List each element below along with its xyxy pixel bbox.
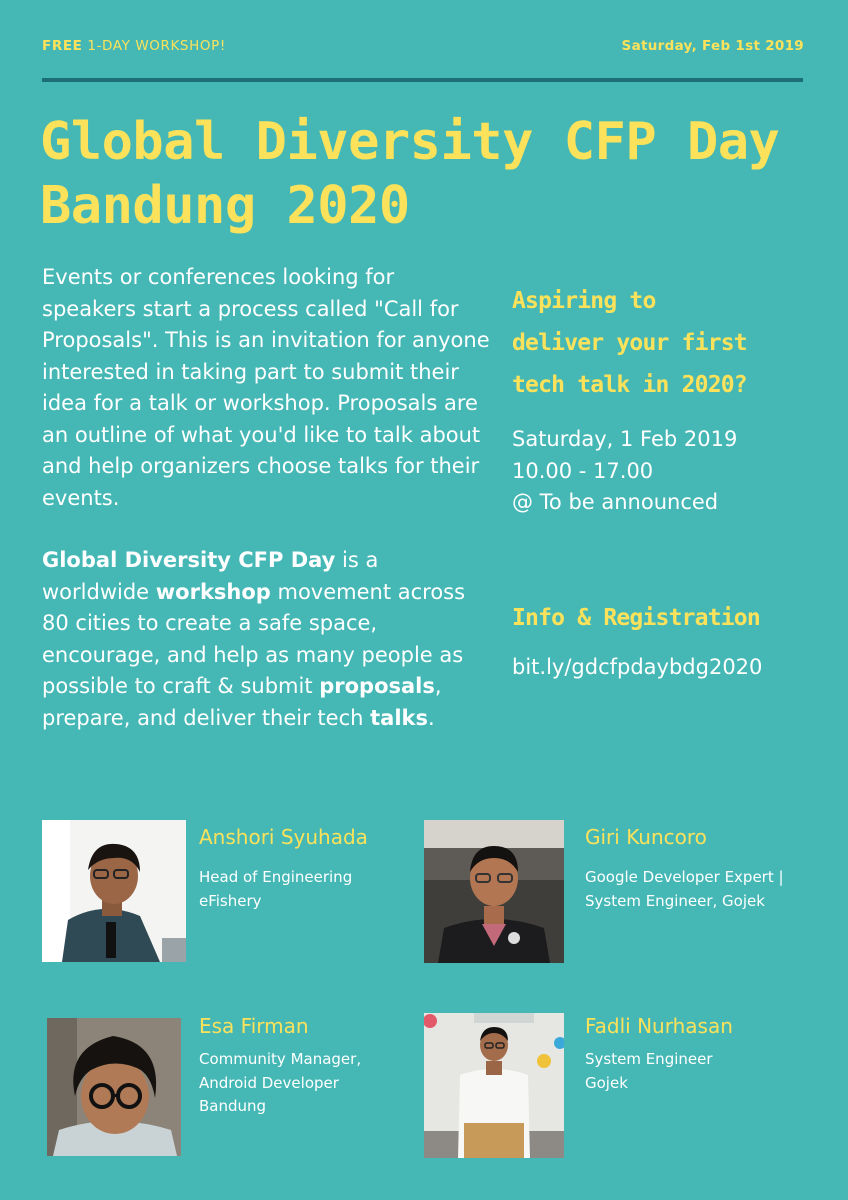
speaker-role [199,1048,439,1119]
speaker-role-line: Community Manager, [199,1050,362,1068]
speaker-photo-fadli [424,1013,564,1158]
workshop-type: 1-DAY WORKSHOP! [87,38,226,54]
header-divider [42,78,803,82]
p2-text-1: is a worldwide [42,548,379,604]
title-line-1: Global Diversity CFP Day [40,112,780,172]
speaker-name: Fadli Nurhasan [585,1014,733,1038]
speaker-photo-anshori [42,820,186,962]
speaker-role-line: Android Developer [199,1073,339,1092]
registration-heading: Info & Registration [512,605,760,631]
event-details [512,424,812,519]
speaker-role [585,866,825,913]
free-label: FREE [42,38,83,54]
speaker-role-line: System Engineer [585,1050,713,1068]
speaker-role-line: Bandung [199,1097,267,1115]
bold-event-name: Global Diversity CFP Day [42,548,336,572]
event-venue: @ To be announced [512,490,719,514]
speaker-photo-esa [47,1018,181,1156]
speaker-role-line: Google Developer Expert | [585,868,784,886]
speaker-name: Anshori Syuhada [199,825,368,849]
p2-text-3: , prepare, and deliver their tech [42,674,442,730]
page-title [40,110,820,238]
title-line-2: Bandung 2020 [40,176,410,236]
event-heading-line-1: Aspiring to [512,288,656,314]
event-time: 10.00 - 17.00 [512,458,654,483]
registration-link[interactable]: bit.ly/gdcfpdaybdg2020 [512,655,763,679]
bold-proposals: proposals [319,674,435,698]
speaker-role-line: System Engineer, Gojek [585,891,765,910]
event-heading-line-3: tech talk in 2020? [512,372,747,398]
speaker-name: Esa Firman [199,1014,309,1038]
event-column [512,280,812,519]
event-date: Saturday, 1 Feb 2019 [512,427,738,451]
bold-talks: talks [370,705,428,730]
event-heading [512,280,812,406]
workshop-label [42,38,226,54]
speaker-role [199,866,439,913]
speaker-name: Giri Kuncoro [585,825,707,849]
speaker-role-line: Head of Engineering [199,868,353,886]
speaker-photo-giri [424,820,564,963]
intro-column [42,262,492,734]
header-date: Saturday, Feb 1st 2019 [621,38,804,54]
event-heading-line-2: deliver your first [512,330,747,356]
intro-paragraph-2 [42,545,492,734]
intro-paragraph-1: Events or conferences looking for speakers start a process called "Call for Proposals". This is an invitation for anyone interested in taking part to submit their idea for a talk or workshop. Proposals are an outline of what you'd like to talk about and help organizers choose talks for their events. [42,265,490,510]
p2-text-4: . [428,705,435,730]
bold-workshop: workshop [155,579,271,604]
speaker-role-line: Gojek [585,1073,628,1092]
speaker-role [585,1048,825,1095]
speaker-role-line: eFishery [199,891,262,910]
p2-text-2: movement across 80 cities to create a safe space, encourage, and help as many people as possible to craft & submit [42,579,466,698]
top-bar [42,38,804,58]
